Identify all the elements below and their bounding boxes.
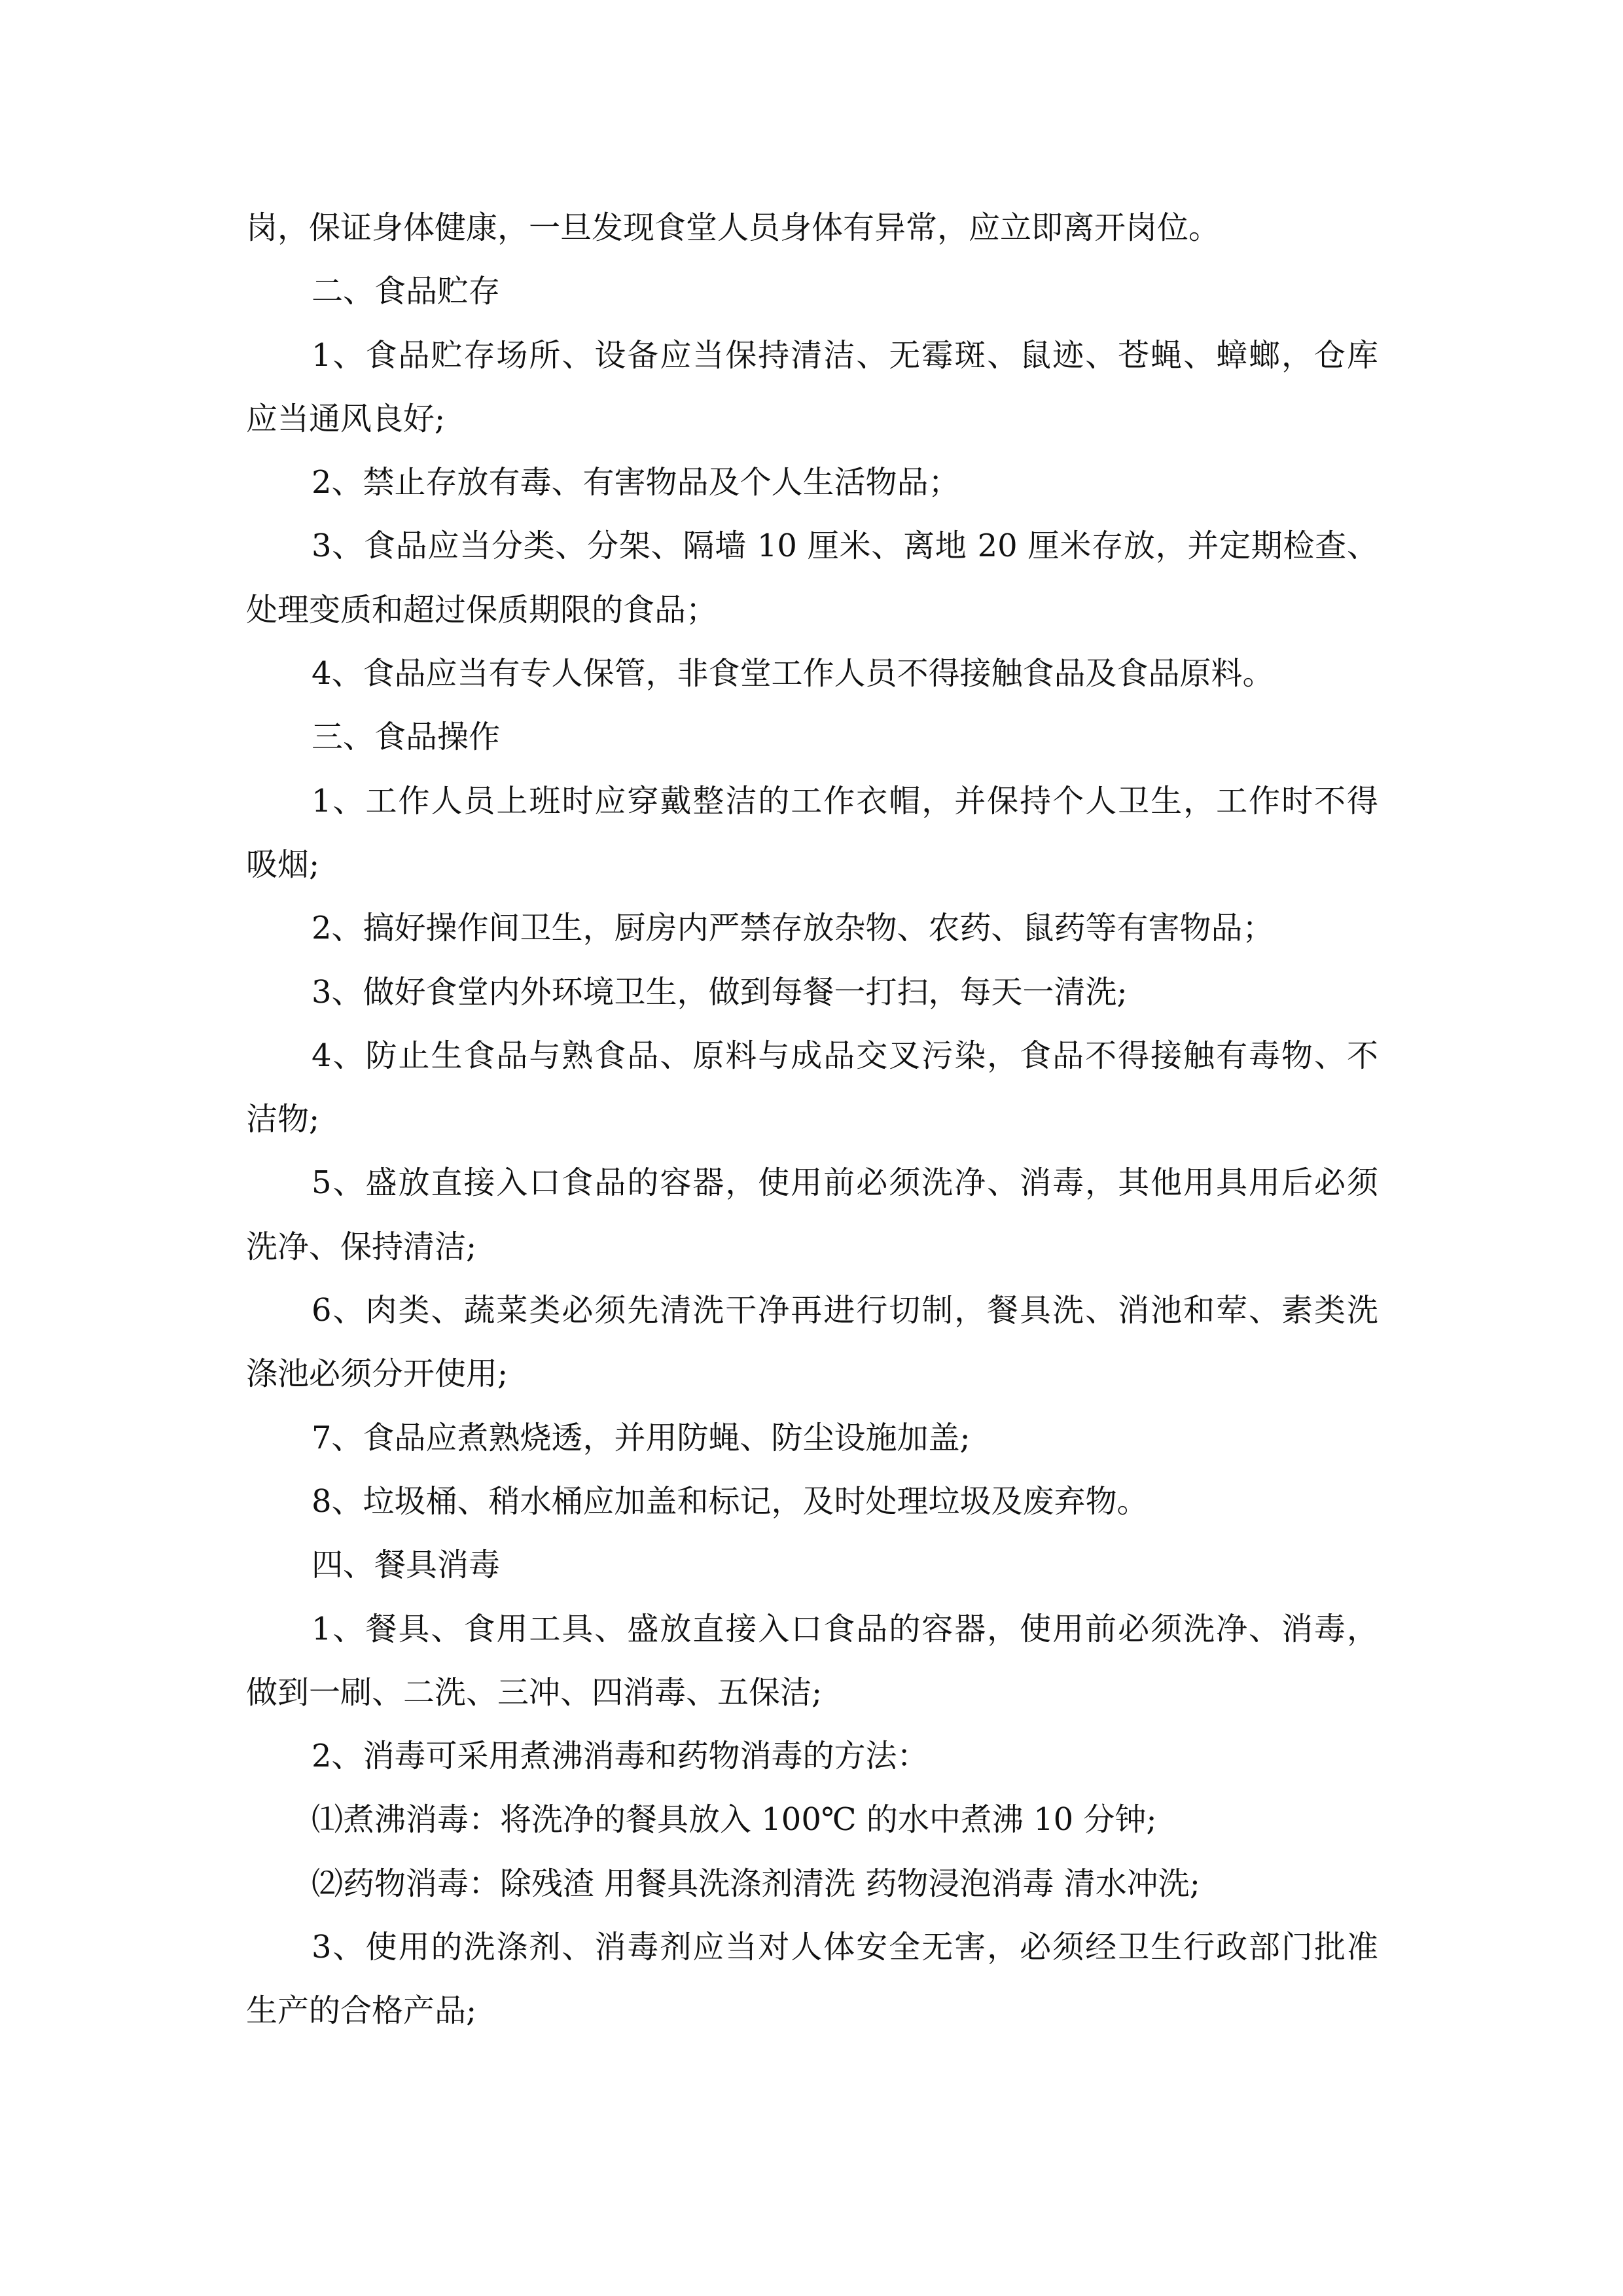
paragraph-line: 1、餐具、食用工具、盛放直接入口食品的容器，使用前必须洗净、消毒， — [312, 1610, 1378, 1647]
paragraph-line: 处理变质和超过保质期限的食品； — [246, 591, 718, 628]
paragraph-line: 3、使用的洗涤剂、消毒剂应当对人体安全无害，必须经卫生行政部门批准 — [312, 1929, 1378, 1966]
paragraph-line: 洗净、保持清洁; — [246, 1228, 477, 1265]
paragraph-line: 涤池必须分开使用; — [246, 1355, 508, 1393]
paragraph-line: 生产的合格产品; — [246, 1992, 477, 2030]
section-heading-tableware-disinfection: 四、餐具消毒 — [312, 1547, 501, 1584]
paragraph-line: 做到一刷、二洗、三冲、四消毒、五保洁; — [246, 1674, 823, 1711]
paragraph-line: ⑴煮沸消毒：将洗净的餐具放入 100℃ 的水中煮沸 10 分钟; — [312, 1801, 1157, 1839]
paragraph-line: ⑵药物消毒：除残渣 用餐具洗涤剂清洗 药物浸泡消毒 清水冲洗; — [312, 1865, 1200, 1902]
paragraph-line: 2、消毒可采用煮沸消毒和药物消毒的方法： — [312, 1738, 929, 1775]
paragraph-line: 洁物; — [246, 1101, 320, 1138]
paragraph-line: 应当通风良好; — [246, 400, 446, 437]
paragraph-line: 3、做好食堂内外环境卫生，做到每餐一打扫，每天一清洗; — [312, 973, 1128, 1011]
paragraph-line: 8、垃圾桶、稍水桶应加盖和标记，及时处理垃圾及废弃物。 — [312, 1482, 1149, 1520]
paragraph-line: 4、食品应当有专人保管，非食堂工作人员不得接触食品及食品原料。 — [312, 655, 1274, 692]
paragraph-line: 1、工作人员上班时应穿戴整洁的工作衣帽，并保持个人卫生，工作时不得 — [312, 782, 1378, 819]
paragraph-line: 3、食品应当分类、分架、隔墙 10 厘米、离地 20 厘米存放，并定期检查、 — [312, 528, 1378, 565]
paragraph-line: 7、食品应煮熟烧透，并用防蝇、防尘设施加盖; — [312, 1419, 971, 1456]
paragraph-line: 1、食品贮存场所、设备应当保持清洁、无霉斑、鼠迹、苍蝇、蟑螂，仓库 — [312, 336, 1378, 374]
section-heading-food-storage: 二、食品贮存 — [312, 273, 501, 310]
paragraph-line: 6、肉类、蔬菜类必须先清洗干净再进行切制，餐具洗、消池和荤、素类洗 — [312, 1292, 1378, 1329]
paragraph-line: 2、搞好操作间卫生，厨房内严禁存放杂物、农药、鼠药等有害物品； — [312, 910, 1274, 947]
document-body — [246, 196, 1378, 2043]
paragraph-line: 岗，保证身体健康，一旦发现食堂人员身体有异常，应立即离开岗位。 — [246, 209, 1221, 246]
section-heading-food-operation: 三、食品操作 — [312, 719, 501, 756]
paragraph-line: 5、盛放直接入口食品的容器，使用前必须洗净、消毒，其他用具用后必须 — [312, 1164, 1378, 1202]
paragraph-line: 吸烟; — [246, 846, 320, 883]
paragraph-line: 4、防止生食品与熟食品、原料与成品交叉污染，食品不得接触有毒物、不 — [312, 1037, 1378, 1074]
paragraph-line: 2、禁止存放有毒、有害物品及个人生活物品； — [312, 464, 960, 501]
